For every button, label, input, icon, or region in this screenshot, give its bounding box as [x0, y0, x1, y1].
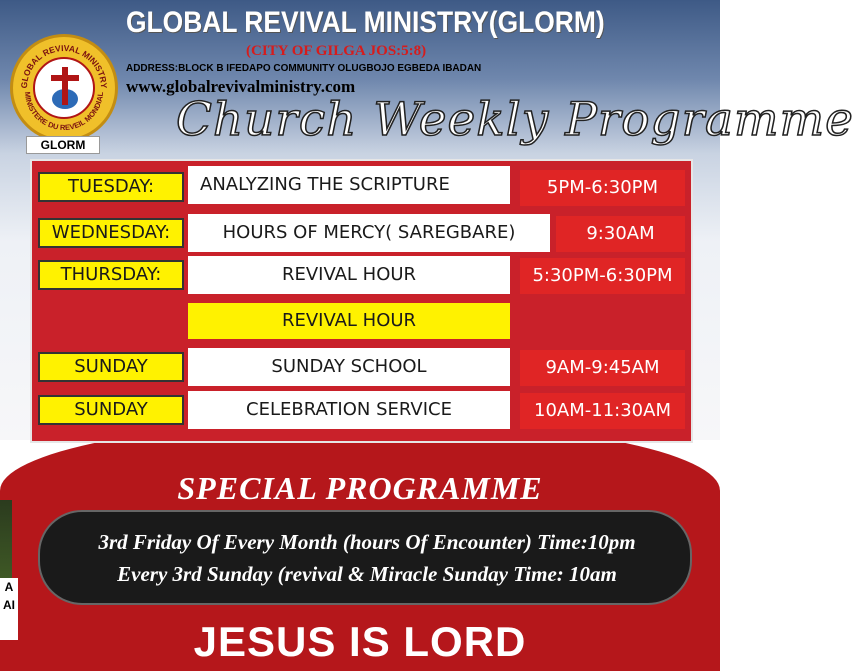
- logo-ring-top: GLOBAL REVIVAL MINISTRY: [18, 42, 110, 89]
- page-subtitle: (CITY OF GILGA JOS:5:8): [246, 43, 427, 59]
- cross-icon: [62, 67, 68, 105]
- schedule-time: 9:30AM: [556, 216, 685, 252]
- schedule-time: 10AM-11:30AM: [520, 393, 685, 429]
- schedule-day: WEDNESDAY:: [38, 218, 184, 248]
- schedule-time: 9AM-9:45AM: [520, 350, 685, 386]
- footer-slogan: JESUS IS LORD: [193, 618, 527, 665]
- special-programme-title: SPECIAL PROGRAMME: [177, 470, 543, 506]
- special-programme-box: [38, 510, 692, 605]
- website-link[interactable]: www.globalrevivalministry.com: [126, 77, 356, 96]
- schedule-event: SUNDAY SCHOOL: [188, 348, 510, 386]
- side-tag-line1: A: [4, 580, 14, 594]
- programme-heading: Church Weekly Programme: [176, 92, 854, 146]
- ministry-logo: [10, 34, 118, 142]
- logo-emblem: [33, 57, 95, 119]
- logo-ring-bottom: MINISTERE DU REVEIL MONDIAL: [22, 91, 106, 133]
- logo-label: GLORM: [26, 136, 100, 154]
- page-title: GLOBAL REVIVAL MINISTRY(GLORM): [126, 6, 605, 39]
- schedule-time: 5:30PM-6:30PM: [520, 258, 685, 294]
- schedule-day: SUNDAY: [38, 352, 184, 382]
- special-line-1: 3rd Friday Of Every Month (hours Of Encounter) Time:10pm: [98, 530, 636, 554]
- schedule-day: THURSDAY:: [38, 260, 184, 290]
- schedule-day: SUNDAY: [38, 395, 184, 425]
- schedule-event: ANALYZING THE SCRIPTURE: [188, 166, 510, 204]
- side-tag-line2: AI: [3, 598, 15, 612]
- schedule-event: HOURS OF MERCY( SAREGBARE): [188, 214, 550, 252]
- special-line-2: Every 3rd Sunday (revival & Miracle Sunday Time: 10am: [117, 562, 617, 586]
- address-text: ADDRESS:BLOCK B IFEDAPO COMMUNITY OLUGBOJO EGBEDA IBADAN: [126, 62, 482, 74]
- schedule-event: REVIVAL HOUR: [188, 256, 510, 294]
- schedule-time: 5PM-6:30PM: [520, 170, 685, 206]
- schedule-day: TUESDAY:: [38, 172, 184, 202]
- schedule-event: CELEBRATION SERVICE: [188, 391, 510, 429]
- schedule-event: REVIVAL HOUR: [188, 303, 510, 339]
